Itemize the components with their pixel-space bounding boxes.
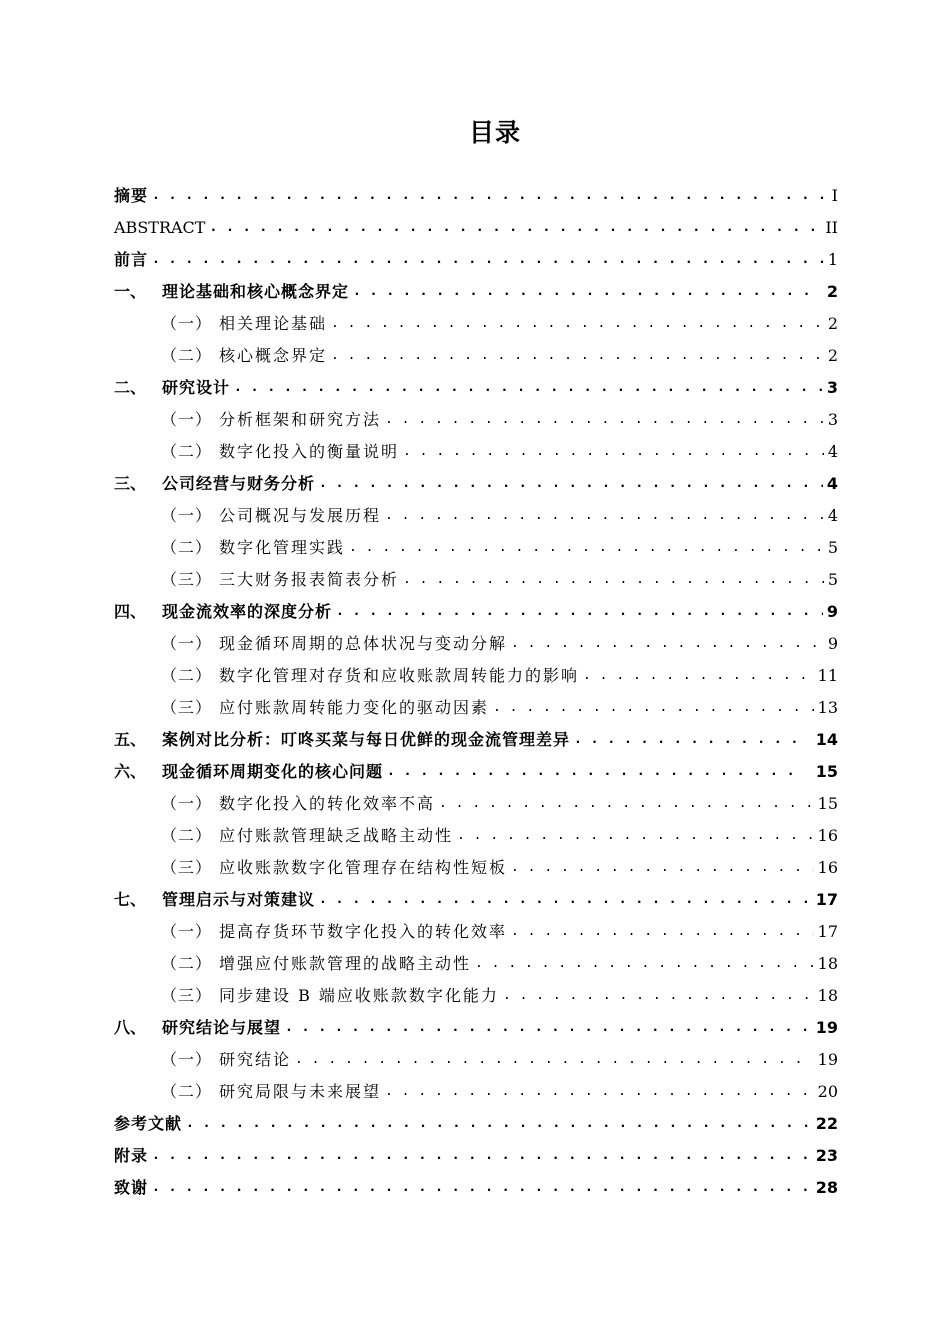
toc-entry-number: （一） bbox=[161, 506, 213, 525]
toc-entry-title: 应付账款周转能力变化的驱动因素 bbox=[219, 698, 490, 717]
toc-entry-number: （三） bbox=[161, 570, 213, 589]
toc-entry-page-number: 5 bbox=[827, 538, 838, 557]
toc-entry-title: 增强应付账款管理的战略主动性 bbox=[219, 954, 472, 973]
page-title: 目录 bbox=[468, 118, 521, 147]
toc-entry-page-number: 22 bbox=[815, 1114, 838, 1133]
dot-leader bbox=[152, 1172, 812, 1204]
dot-leader bbox=[439, 788, 814, 820]
toc-entry-page-number: 15 bbox=[815, 762, 838, 781]
toc-entry[interactable] bbox=[114, 660, 838, 692]
toc-entry-page-number: 13 bbox=[817, 698, 838, 717]
toc-entry-title: 研究设计 bbox=[162, 378, 231, 397]
toc-entry-page-number: 23 bbox=[815, 1146, 838, 1165]
toc-entry-page-number: 19 bbox=[817, 1050, 838, 1069]
dot-leader bbox=[295, 1044, 814, 1076]
toc-entry-title: 同步建设 B 端应收账款数字化能力 bbox=[219, 986, 499, 1005]
toc-entry-page-number: 18 bbox=[817, 986, 838, 1005]
toc-entry-title: 分析框架和研究方法 bbox=[219, 410, 382, 429]
toc-entry-page-number: 2 bbox=[827, 314, 838, 333]
toc-entry-page-number: 16 bbox=[817, 858, 838, 877]
toc-entry[interactable] bbox=[114, 212, 838, 244]
toc-entry-number: （二） bbox=[161, 442, 213, 461]
toc-entry-number: （二） bbox=[161, 666, 213, 685]
toc-entry-title: 管理启示与对策建议 bbox=[162, 890, 316, 909]
toc-entry[interactable] bbox=[114, 1044, 838, 1076]
dot-leader bbox=[285, 1012, 812, 1044]
toc-entry-title: 附录 bbox=[114, 1146, 149, 1165]
dot-leader bbox=[574, 724, 804, 756]
toc-entry-number: 六、 bbox=[114, 762, 147, 781]
toc-entry-number: 一、 bbox=[114, 282, 147, 301]
toc-entry-title: 数字化投入的衡量说明 bbox=[219, 442, 400, 461]
toc-entry-page-number: 5 bbox=[827, 570, 838, 589]
toc-entry-page-number: 15 bbox=[817, 794, 838, 813]
toc-entry[interactable] bbox=[114, 404, 838, 436]
dot-leader bbox=[511, 852, 814, 884]
toc-entry-title: 数字化管理对存货和应收账款周转能力的影响 bbox=[219, 666, 580, 685]
dot-leader bbox=[511, 916, 814, 948]
toc-entry-page-number: 11 bbox=[817, 666, 838, 685]
toc-entry[interactable] bbox=[114, 340, 838, 372]
toc-entry-page-number: 19 bbox=[815, 1018, 838, 1037]
dot-leader bbox=[403, 436, 824, 468]
toc-entry-number: 七、 bbox=[114, 890, 147, 909]
toc-entry-number: （一） bbox=[161, 634, 213, 653]
toc-entry[interactable] bbox=[114, 884, 838, 916]
toc-entry-title: 前言 bbox=[114, 250, 149, 269]
toc-entry-number: （一） bbox=[161, 1050, 213, 1069]
dot-leader bbox=[353, 276, 815, 308]
toc-entry-title: 现金循环周期的总体状况与变动分解 bbox=[219, 634, 508, 653]
toc-entry-page-number: 28 bbox=[815, 1178, 838, 1197]
toc-entry-number: （二） bbox=[161, 954, 213, 973]
toc-entry[interactable] bbox=[114, 1172, 838, 1204]
toc-entry[interactable] bbox=[114, 564, 838, 596]
toc-entry[interactable] bbox=[114, 948, 838, 980]
dot-leader bbox=[349, 532, 824, 564]
toc-entry-title: 参考文献 bbox=[114, 1114, 183, 1133]
toc-entry-page-number: 9 bbox=[827, 634, 838, 653]
dot-leader bbox=[511, 628, 824, 660]
toc-entry-title: 核心概念界定 bbox=[219, 346, 328, 365]
toc-entry-number: （三） bbox=[161, 986, 213, 1005]
dot-leader bbox=[457, 820, 814, 852]
toc-entry-title: 研究局限与未来展望 bbox=[219, 1082, 382, 1101]
toc-entry[interactable] bbox=[114, 1012, 838, 1044]
toc-entry-title: ABSTRACT bbox=[114, 218, 206, 237]
toc-entry-title: 现金流效率的深度分析 bbox=[162, 602, 333, 621]
toc-entry[interactable] bbox=[114, 596, 838, 628]
toc-entry[interactable] bbox=[114, 180, 838, 212]
toc-entry[interactable] bbox=[114, 756, 838, 788]
toc-entry-number: 二、 bbox=[114, 378, 147, 397]
toc-entry-number: 三、 bbox=[114, 474, 147, 493]
toc-entry-title: 公司经营与财务分析 bbox=[162, 474, 316, 493]
toc-entry-page-number: 3 bbox=[826, 378, 838, 397]
dot-leader bbox=[503, 980, 814, 1012]
toc-entry-page-number: 16 bbox=[817, 826, 838, 845]
dot-leader bbox=[152, 1140, 812, 1172]
dot-leader bbox=[331, 308, 824, 340]
toc-entry[interactable] bbox=[114, 1140, 838, 1172]
toc-entry[interactable] bbox=[114, 724, 838, 756]
toc-entry[interactable] bbox=[114, 276, 838, 308]
toc-entry[interactable] bbox=[114, 372, 838, 404]
toc-entry-number: （二） bbox=[161, 538, 213, 557]
toc-entry-number: （二） bbox=[161, 826, 213, 845]
toc-entry-page-number: 3 bbox=[827, 410, 838, 429]
dot-leader bbox=[385, 1076, 814, 1108]
toc-entry[interactable] bbox=[114, 468, 838, 500]
toc-entry-page-number: 18 bbox=[817, 954, 838, 973]
toc-entry[interactable] bbox=[114, 244, 838, 276]
dot-leader bbox=[209, 212, 821, 244]
table-of-contents bbox=[114, 180, 838, 1204]
toc-entry[interactable] bbox=[114, 500, 838, 532]
toc-entry-title: 理论基础和核心概念界定 bbox=[162, 282, 350, 301]
dot-leader bbox=[583, 660, 814, 692]
dot-leader bbox=[385, 404, 824, 436]
toc-entry-number: （二） bbox=[161, 1082, 213, 1101]
toc-entry-page-number: II bbox=[825, 218, 838, 237]
toc-entry-title: 案例对比分析：叮咚买菜与每日优鲜的现金流管理差异 bbox=[162, 730, 571, 749]
dot-leader bbox=[319, 468, 823, 500]
toc-entry[interactable] bbox=[114, 1076, 838, 1108]
toc-entry-page-number: 9 bbox=[826, 602, 838, 621]
toc-entry-title: 三大财务报表简表分析 bbox=[219, 570, 400, 589]
dot-leader bbox=[152, 180, 824, 212]
toc-entry-page-number: 17 bbox=[815, 890, 838, 909]
toc-entry-page-number: 17 bbox=[817, 922, 838, 941]
toc-entry-title: 研究结论 bbox=[219, 1050, 292, 1069]
toc-entry[interactable] bbox=[114, 852, 838, 884]
toc-entry[interactable] bbox=[114, 628, 838, 660]
toc-entry-number: （二） bbox=[161, 346, 213, 365]
dot-leader bbox=[385, 500, 824, 532]
dot-leader bbox=[319, 884, 812, 916]
toc-entry-number: （一） bbox=[161, 922, 213, 941]
toc-entry[interactable] bbox=[114, 820, 838, 852]
toc-entry-title: 研究结论与展望 bbox=[162, 1018, 282, 1037]
dot-leader bbox=[186, 1108, 812, 1140]
toc-entry-title: 数字化投入的转化效率不高 bbox=[219, 794, 436, 813]
toc-entry-title: 应收账款数字化管理存在结构性短板 bbox=[219, 858, 508, 877]
dot-leader bbox=[234, 372, 823, 404]
toc-entry-title: 现金循环周期变化的核心问题 bbox=[162, 762, 384, 781]
toc-entry[interactable] bbox=[114, 436, 838, 468]
toc-entry-title: 应付账款管理缺乏战略主动性 bbox=[219, 826, 454, 845]
toc-entry-page-number: I bbox=[831, 186, 838, 205]
toc-entry[interactable] bbox=[114, 532, 838, 564]
toc-entry-title: 提高存货环节数字化投入的转化效率 bbox=[219, 922, 508, 941]
toc-entry-page-number: 2 bbox=[826, 282, 838, 301]
dot-leader bbox=[331, 340, 824, 372]
toc-entry-title: 数字化管理实践 bbox=[219, 538, 346, 557]
toc-entry-title: 相关理论基础 bbox=[219, 314, 328, 333]
toc-entry-number: 八、 bbox=[114, 1018, 147, 1037]
toc-entry-number: 四、 bbox=[114, 602, 147, 621]
toc-entry-page-number: 4 bbox=[827, 442, 838, 461]
toc-entry[interactable] bbox=[114, 788, 838, 820]
toc-entry-number: 五、 bbox=[114, 730, 147, 749]
dot-leader bbox=[493, 692, 814, 724]
dot-leader bbox=[475, 948, 814, 980]
toc-entry-number: （三） bbox=[161, 858, 213, 877]
toc-entry-title: 公司概况与发展历程 bbox=[219, 506, 382, 525]
toc-entry-title: 致谢 bbox=[114, 1178, 149, 1197]
dot-leader bbox=[336, 596, 823, 628]
toc-entry[interactable] bbox=[114, 980, 838, 1012]
toc-entry-number: （一） bbox=[161, 794, 213, 813]
toc-entry-page-number: 20 bbox=[817, 1082, 838, 1101]
toc-entry-page-number: 14 bbox=[815, 730, 838, 749]
toc-entry[interactable] bbox=[114, 692, 838, 724]
toc-entry-page-number: 4 bbox=[826, 474, 838, 493]
toc-entry-page-number: 1 bbox=[827, 250, 838, 269]
dot-leader bbox=[403, 564, 824, 596]
toc-entry-title: 摘要 bbox=[114, 186, 149, 205]
toc-entry-number: （一） bbox=[161, 410, 213, 429]
toc-entry-page-number: 2 bbox=[827, 346, 838, 365]
toc-entry[interactable] bbox=[114, 308, 838, 340]
toc-entry[interactable] bbox=[114, 916, 838, 948]
toc-entry-page-number: 4 bbox=[827, 506, 838, 525]
dot-leader bbox=[387, 756, 804, 788]
toc-entry-number: （三） bbox=[161, 698, 213, 717]
toc-entry-number: （一） bbox=[161, 314, 213, 333]
dot-leader bbox=[152, 244, 824, 276]
toc-entry[interactable] bbox=[114, 1108, 838, 1140]
